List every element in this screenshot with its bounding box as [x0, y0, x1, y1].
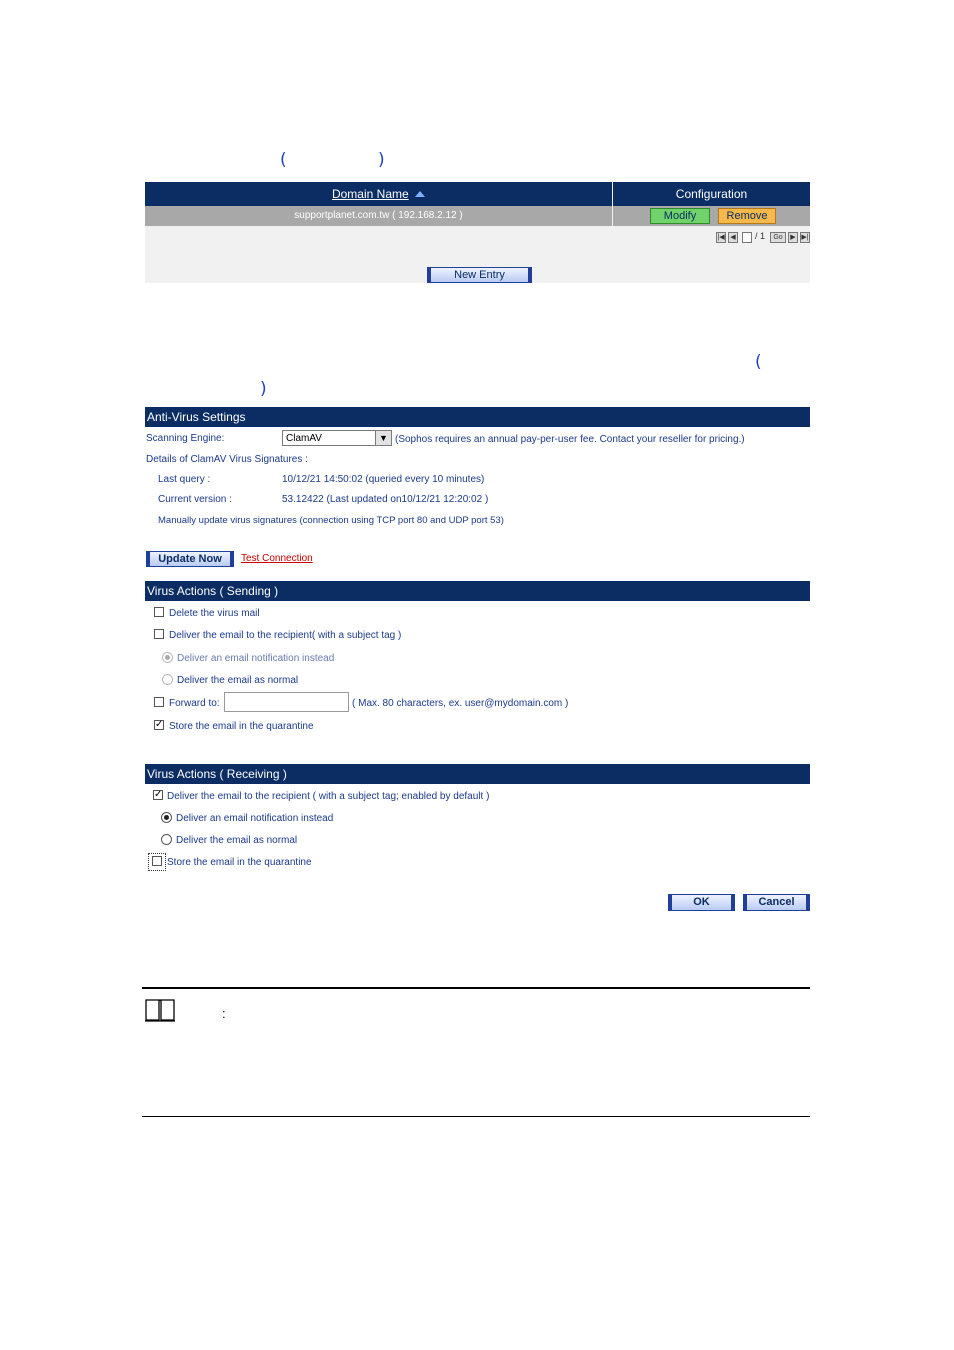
- domain-table: [145, 182, 810, 283]
- page-number-input[interactable]: [742, 232, 752, 243]
- note-colon: :: [222, 1006, 226, 1021]
- virus-actions-sending-header: Virus Actions ( Sending ): [145, 581, 810, 601]
- domain-row-cell: supportplanet.com.tw ( 192.168.2.12 ): [145, 206, 612, 226]
- delete-virus-mail-checkbox[interactable]: [154, 607, 164, 617]
- sending-deliver-checkbox[interactable]: [154, 629, 164, 639]
- book-icon: [144, 997, 176, 1022]
- scanning-engine-label: Scanning Engine:: [146, 433, 225, 444]
- new-entry-button[interactable]: New Entry: [427, 267, 532, 283]
- receiving-notify-radio[interactable]: [161, 812, 172, 823]
- virus-actions-receiving-header: Virus Actions ( Receiving ): [145, 764, 810, 784]
- config-row-cell: [613, 206, 810, 226]
- sending-deliver-label: Deliver the email to the recipient( with a subject tag ): [169, 630, 402, 641]
- sending-normal-radio[interactable]: [162, 674, 173, 685]
- note-top-rule: [142, 987, 810, 989]
- prev-page-icon[interactable]: ◀: [728, 232, 738, 243]
- note-bottom-rule: [142, 1116, 810, 1117]
- update-now-button[interactable]: Update Now: [146, 551, 234, 567]
- sending-store-label: Store the email in the quarantine: [169, 721, 314, 732]
- receiving-deliver-label: Deliver the email to the recipient ( with a subject tag; enabled by default ): [167, 791, 490, 802]
- chevron-down-icon[interactable]: ▼: [375, 431, 391, 445]
- forward-label: Forward to:: [169, 698, 220, 709]
- anti-virus-settings-header: Anti-Virus Settings: [145, 407, 810, 427]
- cancel-button[interactable]: Cancel: [743, 894, 810, 911]
- receiving-deliver-checkbox[interactable]: ✓: [154, 789, 163, 800]
- domain-name-header[interactable]: [145, 182, 612, 206]
- sending-store-checkbox[interactable]: ✓: [155, 719, 164, 730]
- receiving-notify-label: Deliver an email notification instead: [176, 813, 334, 824]
- receiving-store-label: Store the email in the quarantine: [167, 857, 312, 868]
- domain-name-header-label[interactable]: Domain Name: [331, 187, 409, 201]
- sending-notify-radio[interactable]: [162, 652, 173, 663]
- receiving-normal-radio[interactable]: [161, 834, 172, 845]
- manual-update-text: Manually update virus signatures (connection using TCP port 80 and UDP port 53): [158, 515, 504, 526]
- remove-button[interactable]: Remove: [718, 208, 776, 224]
- signature-details-label: Details of ClamAV Virus Signatures :: [146, 454, 308, 465]
- forward-address-input[interactable]: [224, 692, 349, 712]
- receiving-normal-label: Deliver the email as normal: [176, 835, 298, 846]
- scanning-engine-select[interactable]: [282, 430, 392, 446]
- top-close-paren: ): [378, 150, 385, 170]
- configuration-header: Configuration: [613, 182, 810, 206]
- next-page-icon[interactable]: ▶: [788, 232, 798, 243]
- mid-close-paren: ): [260, 379, 267, 399]
- go-button[interactable]: Go: [770, 232, 786, 243]
- forward-checkbox[interactable]: [154, 697, 164, 707]
- sending-notify-label: Deliver an email notification instead: [177, 653, 335, 664]
- page-total: / 1: [755, 231, 766, 241]
- last-query-label: Last query :: [158, 474, 211, 485]
- modify-button[interactable]: Modify: [650, 208, 710, 224]
- current-version-label: Current version :: [158, 494, 232, 505]
- last-page-icon[interactable]: ▶|: [801, 234, 809, 241]
- current-version-value: 53.12422 (Last updated on10/12/21 12:20:02 ): [282, 494, 489, 505]
- scanning-engine-value: ClamAV: [286, 433, 322, 444]
- first-page-icon[interactable]: |◀: [717, 234, 725, 241]
- sort-asc-icon: [415, 191, 425, 197]
- pager: [716, 232, 810, 245]
- forward-note: ( Max. 80 characters, ex. user@mydomain.com ): [352, 698, 569, 709]
- mid-open-paren: (: [755, 352, 762, 372]
- delete-virus-mail-label: Delete the virus mail: [169, 608, 260, 619]
- sending-normal-label: Deliver the email as normal: [177, 675, 299, 686]
- receiving-store-checkbox[interactable]: [152, 856, 162, 866]
- test-connection-link[interactable]: Test Connection: [241, 553, 313, 564]
- last-query-value: 10/12/21 14:50:02 (queried every 10 minutes): [282, 474, 485, 485]
- top-open-paren: (: [280, 150, 287, 170]
- ok-button[interactable]: OK: [668, 894, 735, 911]
- scanning-engine-note: (Sophos requires an annual pay-per-user fee. Contact your reseller for pricing.): [395, 434, 745, 445]
